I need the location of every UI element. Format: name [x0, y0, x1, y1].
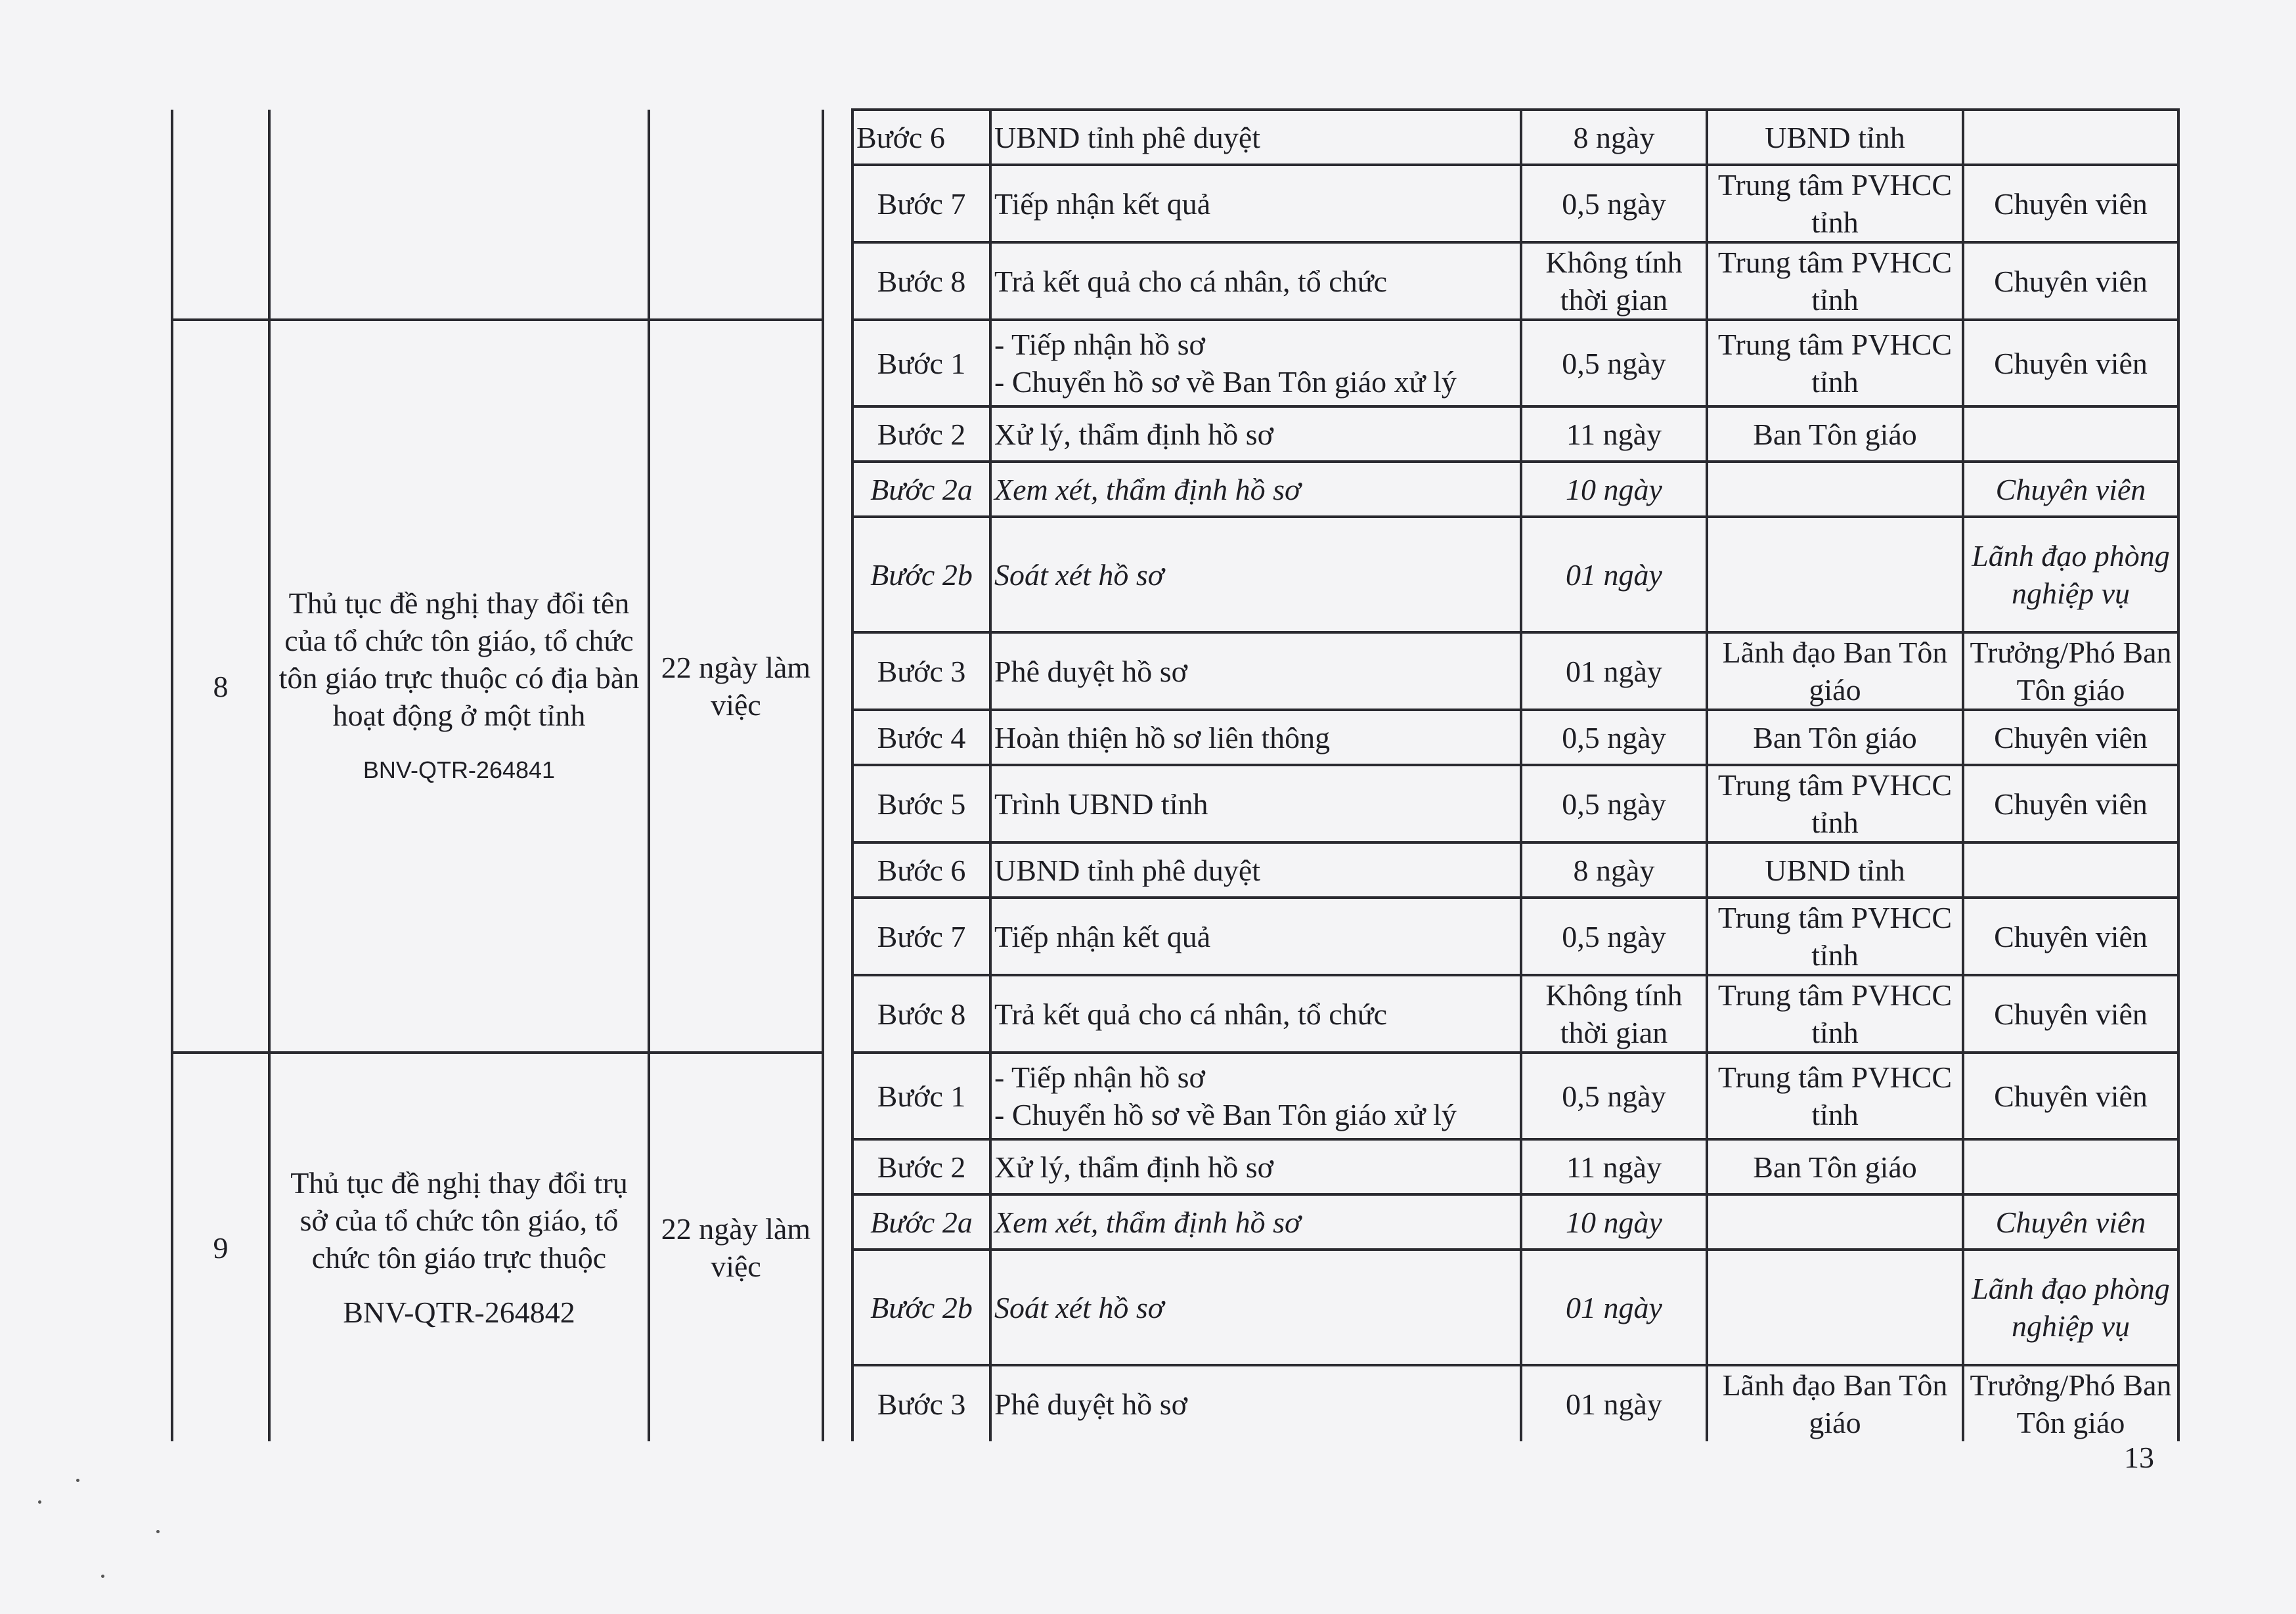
person-cell: Chuyên viên [1963, 320, 2178, 406]
unit-cell: Ban Tôn giáo [1707, 406, 1963, 462]
work-cell: Tiếp nhận kết quả [990, 898, 1521, 975]
time-cell: Không tính thời gian [1521, 242, 1707, 320]
time-cell: 0,5 ngày [1521, 1053, 1707, 1139]
time-cell: 11 ngày [1521, 406, 1707, 462]
step-cell: Bước 2 [852, 1139, 990, 1194]
work-cell: UBND tỉnh phê duyệt [990, 110, 1521, 165]
time-cell: 8 ngày [1521, 110, 1707, 165]
procedure-code: BNV-QTR-264842 [343, 1296, 575, 1329]
time-cell: 01 ngày [1521, 1365, 1707, 1441]
person-cell: Chuyên viên [1963, 242, 2178, 320]
step-cell: Bước 8 [852, 975, 990, 1053]
step-cell: Bước 2a [852, 462, 990, 517]
work-cell: Trả kết quả cho cá nhân, tổ chức [990, 975, 1521, 1053]
step-cell: Bước 7 [852, 898, 990, 975]
unit-cell: Ban Tôn giáo [1707, 710, 1963, 765]
work-cell: Soát xét hồ sơ [990, 1250, 1521, 1365]
work-line: - Chuyển hồ sơ về Ban Tôn giáo xử lý [994, 365, 1457, 399]
procedure-code: BNV-QTR-264841 [363, 756, 556, 783]
unit-cell [1707, 462, 1963, 517]
procedure-name-cell [269, 320, 649, 1053]
work-cell: Soát xét hồ sơ [990, 517, 1521, 632]
procedure-name-cell [269, 1053, 649, 1441]
unit-cell: Ban Tôn giáo [1707, 1139, 1963, 1194]
person-cell [1963, 110, 2178, 165]
unit-cell: UBND tỉnh [1707, 842, 1963, 898]
step-cell: Bước 1 [852, 320, 990, 406]
person-cell: Chuyên viên [1963, 710, 2178, 765]
person-cell: Chuyên viên [1963, 898, 2178, 975]
work-cell: Xem xét, thẩm định hồ sơ [990, 462, 1521, 517]
work-cell [990, 320, 1521, 406]
work-cell: Phê duyệt hồ sơ [990, 1365, 1521, 1441]
work-line: - Chuyển hồ sơ về Ban Tôn giáo xử lý [994, 1098, 1457, 1131]
time-cell: 0,5 ngày [1521, 765, 1707, 842]
time-cell: 01 ngày [1521, 632, 1707, 710]
work-cell: Xử lý, thẩm định hồ sơ [990, 406, 1521, 462]
time-cell: 0,5 ngày [1521, 710, 1707, 765]
step-cell: Bước 2a [852, 1194, 990, 1250]
stt-cell: 8 [172, 320, 269, 1053]
step-cell: Bước 6 [852, 842, 990, 898]
stt-cell: 9 [172, 1053, 269, 1441]
unit-cell: Trung tâm PVHCC tỉnh [1707, 975, 1963, 1053]
procedure-table [171, 108, 2180, 1441]
table-row [172, 320, 2178, 406]
work-line: - Tiếp nhận hồ sơ [994, 328, 1205, 361]
duration-cell: 22 ngày làm việc [649, 1053, 823, 1441]
step-cell: Bước 1 [852, 1053, 990, 1139]
person-cell: Trưởng/Phó Ban Tôn giáo [1963, 1365, 2178, 1441]
work-cell: Trả kết quả cho cá nhân, tổ chức [990, 242, 1521, 320]
table-gap [823, 320, 852, 1053]
time-cell: Không tính thời gian [1521, 975, 1707, 1053]
time-cell: 0,5 ngày [1521, 165, 1707, 242]
person-cell: Chuyên viên [1963, 462, 2178, 517]
procedure-cell-continued [269, 110, 649, 320]
person-cell: Lãnh đạo phòng nghiệp vụ [1963, 517, 2178, 632]
unit-cell [1707, 1250, 1963, 1365]
work-cell: Tiếp nhận kết quả [990, 165, 1521, 242]
unit-cell: Trung tâm PVHCC tỉnh [1707, 242, 1963, 320]
unit-cell: UBND tỉnh [1707, 110, 1963, 165]
scan-speck [101, 1575, 104, 1578]
time-cell: 10 ngày [1521, 1194, 1707, 1250]
step-cell: Bước 2b [852, 1250, 990, 1365]
table-row [172, 1053, 2178, 1139]
time-cell: 0,5 ngày [1521, 898, 1707, 975]
time-cell: 11 ngày [1521, 1139, 1707, 1194]
time-cell: 10 ngày [1521, 462, 1707, 517]
procedure-name: Thủ tục đề nghị thay đổi trụ sở của tổ chức tôn giáo, tổ chức tôn giáo trực thuộc [290, 1166, 628, 1275]
person-cell: Trưởng/Phó Ban Tôn giáo [1963, 632, 2178, 710]
step-cell: Bước 5 [852, 765, 990, 842]
unit-cell: Trung tâm PVHCC tỉnh [1707, 320, 1963, 406]
step-cell: Bước 8 [852, 242, 990, 320]
work-cell: Xử lý, thẩm định hồ sơ [990, 1139, 1521, 1194]
unit-cell: Lãnh đạo Ban Tôn giáo [1707, 632, 1963, 710]
unit-cell [1707, 1194, 1963, 1250]
procedure-name: Thủ tục đề nghị thay đổi tên của tổ chức tôn giáo, tổ chức tôn giáo trực thuộc có địa bàn hoạt động ở một tỉnh [278, 586, 640, 732]
work-cell: Hoàn thiện hồ sơ liên thông [990, 710, 1521, 765]
step-cell: Bước 7 [852, 165, 990, 242]
work-cell: Xem xét, thẩm định hồ sơ [990, 1194, 1521, 1250]
unit-cell: Trung tâm PVHCC tỉnh [1707, 165, 1963, 242]
step-cell: Bước 3 [852, 632, 990, 710]
stt-cell-continued [172, 110, 269, 320]
time-cell: 01 ngày [1521, 1250, 1707, 1365]
unit-cell [1707, 517, 1963, 632]
table-gap [823, 1053, 852, 1441]
step-cell: Bước 2b [852, 517, 990, 632]
scan-speck [156, 1530, 160, 1533]
person-cell: Chuyên viên [1963, 1053, 2178, 1139]
work-cell: Phê duyệt hồ sơ [990, 632, 1521, 710]
scan-speck [76, 1479, 79, 1482]
duration-cell: 22 ngày làm việc [649, 320, 823, 1053]
person-cell [1963, 1139, 2178, 1194]
step-cell: Bước 6 [852, 110, 990, 165]
person-cell: Chuyên viên [1963, 975, 2178, 1053]
table-gap [823, 110, 852, 320]
person-cell: Chuyên viên [1963, 1194, 2178, 1250]
unit-cell: Trung tâm PVHCC tỉnh [1707, 1053, 1963, 1139]
person-cell [1963, 842, 2178, 898]
time-cell: 01 ngày [1521, 517, 1707, 632]
time-cell: 8 ngày [1521, 842, 1707, 898]
unit-cell: Trung tâm PVHCC tỉnh [1707, 765, 1963, 842]
person-cell: Chuyên viên [1963, 165, 2178, 242]
table-row [172, 110, 2178, 165]
time-cell: 0,5 ngày [1521, 320, 1707, 406]
unit-cell: Trung tâm PVHCC tỉnh [1707, 898, 1963, 975]
person-cell: Lãnh đạo phòng nghiệp vụ [1963, 1250, 2178, 1365]
step-cell: Bước 3 [852, 1365, 990, 1441]
work-line: - Tiếp nhận hồ sơ [994, 1060, 1205, 1094]
work-cell [990, 1053, 1521, 1139]
scan-speck [38, 1500, 41, 1504]
person-cell: Chuyên viên [1963, 765, 2178, 842]
person-cell [1963, 406, 2178, 462]
unit-cell: Lãnh đạo Ban Tôn giáo [1707, 1365, 1963, 1441]
duration-cell-continued [649, 110, 823, 320]
step-cell: Bước 4 [852, 710, 990, 765]
work-cell: Trình UBND tỉnh [990, 765, 1521, 842]
step-cell: Bước 2 [852, 406, 990, 462]
work-cell: UBND tỉnh phê duyệt [990, 842, 1521, 898]
page-number: 13 [2124, 1441, 2154, 1474]
